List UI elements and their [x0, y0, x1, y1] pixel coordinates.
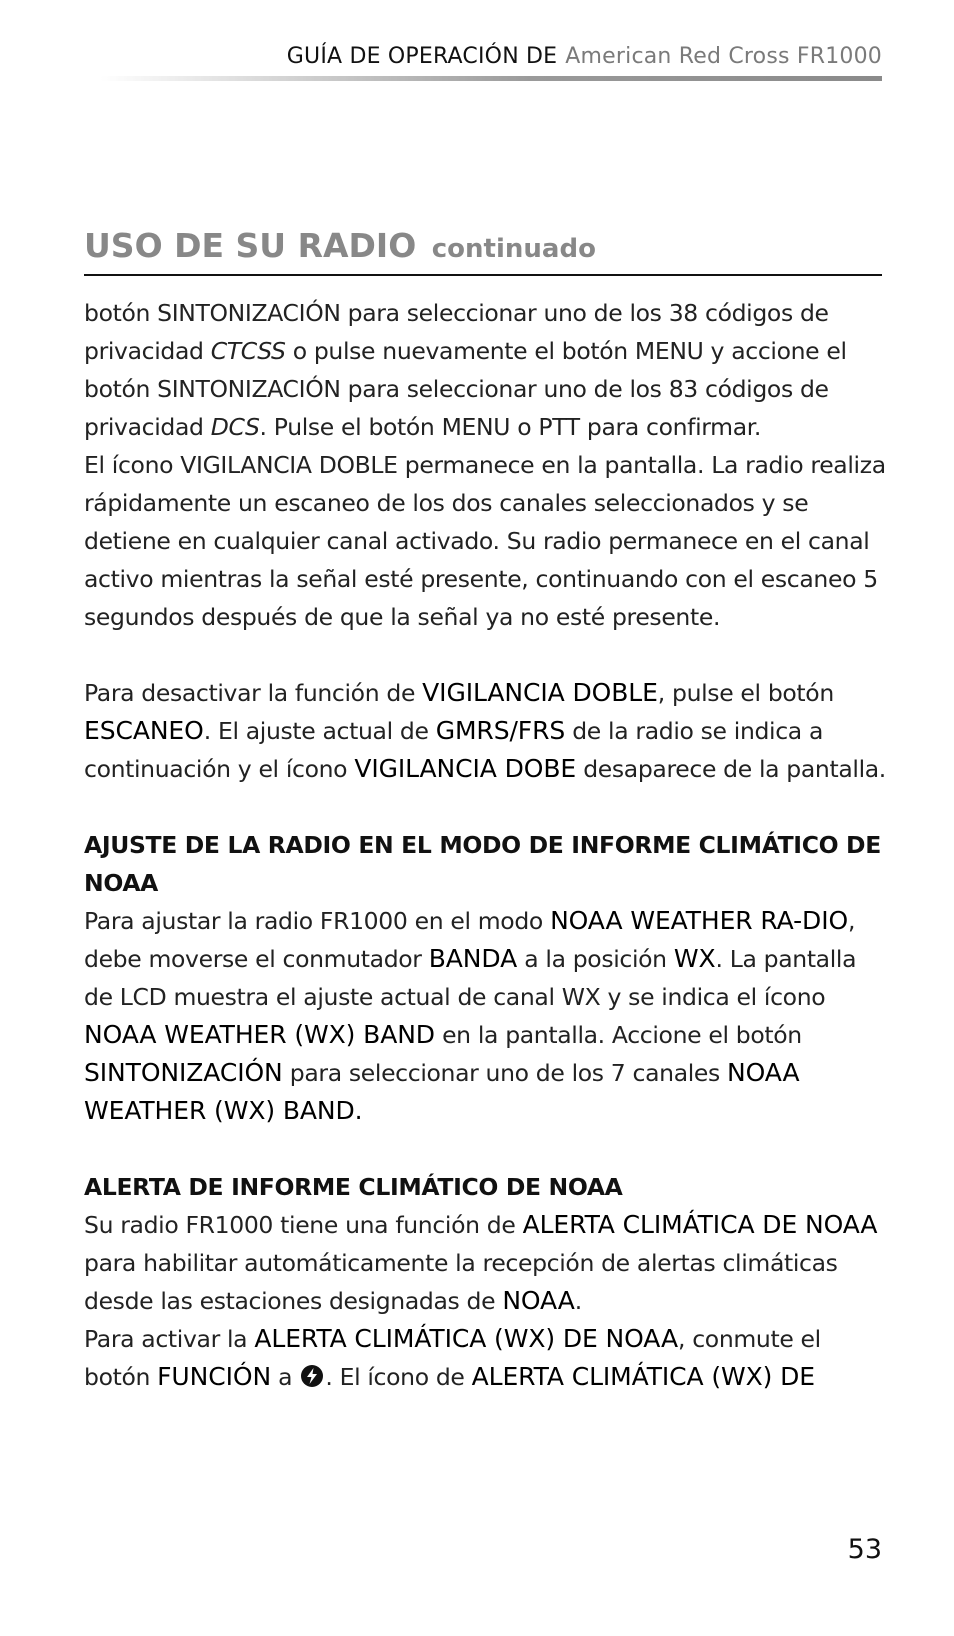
- keyword: NOAA WEATHER (WX) BAND: [84, 1020, 435, 1049]
- keyword: NOAA WEATHER (WX) BAND.: [84, 1058, 800, 1125]
- text-run: Para ajustar la radio FR1000 en el modo: [84, 907, 551, 935]
- text-run: , pulse el botón: [657, 679, 834, 707]
- keyword: ALERTA CLIMÁTICA (WX) DE: [471, 1362, 815, 1391]
- text-run: , conmute el botón: [84, 1325, 821, 1391]
- keyword: WX: [673, 944, 716, 973]
- dcs-term: DCS: [210, 413, 260, 441]
- header-rule: [100, 76, 882, 81]
- header-guide-label: GUÍA DE OPERACIÓN DE: [286, 44, 558, 69]
- keyword: NOAA WEATHER RA-DIO: [550, 906, 849, 935]
- text-run: a: [271, 1363, 300, 1391]
- text-run: en la pantalla. Accione el botón: [434, 1021, 802, 1049]
- keyword: SINTONIZACIÓN: [84, 1058, 283, 1087]
- section-title-main: USO DE SU RADIO: [84, 226, 417, 265]
- text-run: . El ícono de: [325, 1363, 472, 1391]
- header-product-name: American Red Cross FR1000: [565, 44, 882, 69]
- text-run: . Pulse el botón MENU o PTT para confirmar.: [259, 413, 762, 441]
- text-run: Su radio FR1000 tiene una función de: [84, 1211, 523, 1239]
- keyword: ALERTA CLIMÁTICA (WX) DE NOAA: [254, 1324, 678, 1353]
- keyword: FUNCIÓN: [157, 1362, 272, 1391]
- running-header: [287, 44, 882, 69]
- section-title: [84, 226, 596, 265]
- text-run: desaparece de la pantalla.: [576, 755, 886, 783]
- text-run: . El ajuste actual de: [203, 717, 436, 745]
- paragraph-dual-watch-off: [84, 674, 886, 788]
- text-run: botón SINTONIZACIÓN para seleccionar uno de los 38 códigos de privacidad: [84, 299, 829, 365]
- text-run: .: [574, 1287, 582, 1315]
- keyword: VIGILANCIA DOBLE: [422, 678, 658, 707]
- text-run: o pulse nuevamente el botón MENU y accione el botón SINTONIZACIÓN para seleccionar uno de los 83 códigos de privacidad: [84, 337, 847, 441]
- paragraph-noaa-alert: [84, 1206, 886, 1396]
- keyword: VIGILANCIA DOBE: [354, 754, 577, 783]
- page-number: 53: [847, 1534, 882, 1565]
- paragraph-privacy-codes: [84, 294, 886, 636]
- weather-alert-bolt-icon: [301, 1365, 323, 1387]
- keyword: BANDA: [428, 944, 518, 973]
- section-title-rule: [84, 274, 882, 276]
- text-run: El ícono VIGILANCIA DOBLE permanece en la pantalla. La radio realiza rápidamente un escaneo de los dos canales seleccionados y se detiene en cualquier canal activado. Su radio permanece en el canal activo mientras la señal esté presente, continuando con el escaneo 5 segundos después de que la señal ya no esté presente.: [84, 451, 886, 631]
- text-run: para seleccionar uno de los 7 canales: [282, 1059, 728, 1087]
- keyword: GMRS/FRS: [435, 716, 566, 745]
- text-run: a la posición: [517, 945, 674, 973]
- text-run: de la radio se indica a continuación y el ícono: [84, 717, 824, 783]
- text-run: , debe moverse el conmutador: [84, 907, 856, 973]
- page-body: [84, 294, 886, 1396]
- keyword: ALERTA CLIMÁTICA DE NOAA: [522, 1210, 878, 1239]
- text-run: . La pantalla de LCD muestra el ajuste actual de canal WX y se indica el ícono: [84, 945, 857, 1011]
- heading-noaa-mode: AJUSTE DE LA RADIO EN EL MODO DE INFORME CLIMÁTICO DE NOAA: [84, 831, 881, 897]
- keyword: ESCANEO: [84, 716, 204, 745]
- section-title-subtitle: continuado: [431, 234, 596, 264]
- paragraph-noaa-mode: [84, 902, 886, 1130]
- text-run: Para desactivar la función de: [84, 679, 423, 707]
- heading-noaa-alert: ALERTA DE INFORME CLIMÁTICO DE NOAA: [84, 1173, 623, 1201]
- text-run: Para activar la: [84, 1325, 255, 1353]
- ctcss-term: CTCSS: [210, 337, 286, 365]
- text-run: para habilitar automáticamente la recepción de alertas climáticas desde las estaciones designadas de: [84, 1249, 838, 1315]
- keyword: NOAA: [502, 1286, 575, 1315]
